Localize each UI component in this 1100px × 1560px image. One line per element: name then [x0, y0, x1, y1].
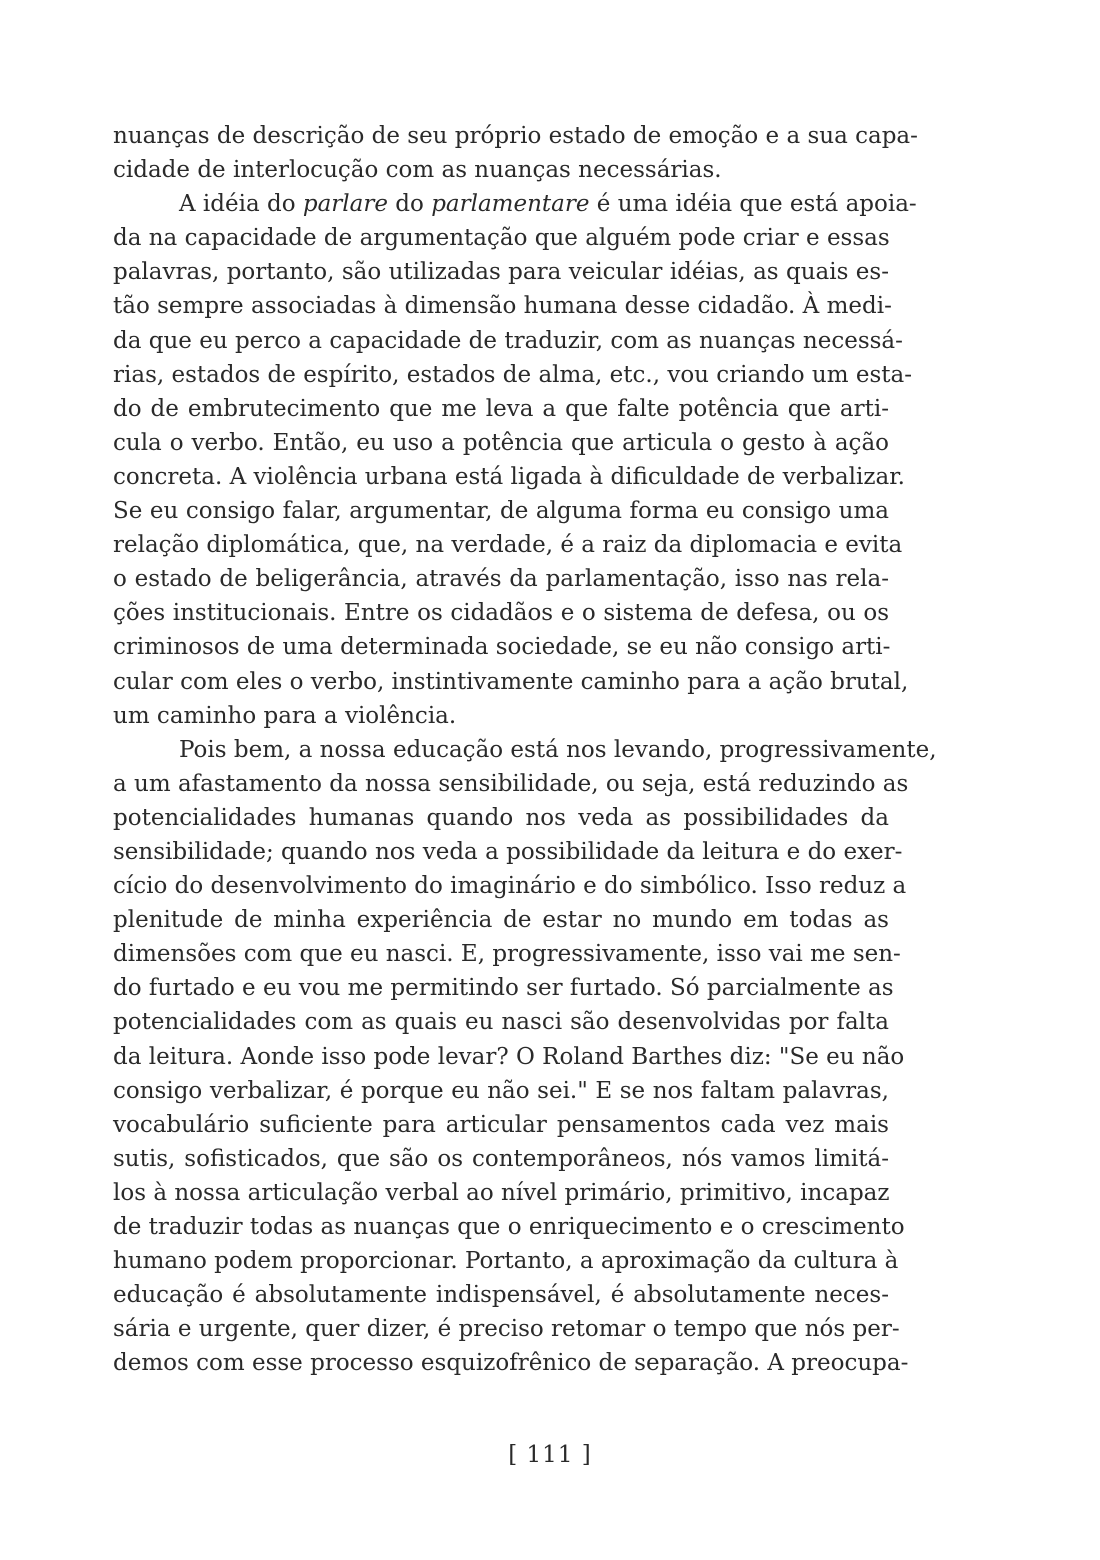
text-line: sutis, sofisticados, que são os contemporâneos, nós vamos limitá-: [113, 1145, 889, 1172]
text-line: palavras, portanto, são utilizadas para veicular idéias, as quais es-: [113, 259, 889, 286]
text-line: Pois bem, a nossa educação está nos levando, progressivamente,: [179, 736, 937, 763]
text-line: Se eu consigo falar, argumentar, de alguma forma eu consigo uma: [113, 498, 889, 525]
text-line: sária e urgente, quer dizer, é preciso retomar o tempo que nós per-: [113, 1316, 900, 1343]
text-line: rias, estados de espírito, estados de alma, etc., vou criando um esta-: [113, 361, 913, 388]
text-line: potencialidades com as quais eu nasci são desenvolvidas por falta: [113, 1009, 889, 1036]
text-line: relação diplomática, que, na verdade, é a raiz da diplomacia e evita: [113, 532, 903, 559]
text-line: da na capacidade de argumentação que alguém pode criar e essas: [113, 225, 890, 252]
text-line: dimensões com que eu nasci. E, progressivamente, isso vai me sen-: [113, 941, 901, 968]
text-line: o estado de beligerância, através da parlamentação, isso nas rela-: [113, 566, 889, 593]
text-line: ções institucionais. Entre os cidadãos e o sistema de defesa, ou os: [113, 600, 889, 627]
text-line: los à nossa articulação verbal ao nível primário, primitivo, incapaz: [113, 1179, 890, 1206]
text-line: plenitude de minha experiência de estar no mundo em todas as: [113, 907, 889, 934]
text-line: do furtado e eu vou me permitindo ser furtado. Só parcialmente as: [113, 975, 894, 1002]
text-line: concreta. A violência urbana está ligada à dificuldade de verbalizar.: [113, 463, 905, 490]
text-line: criminosos de uma determinada sociedade, se eu não consigo arti-: [113, 634, 891, 661]
text-line: potencialidades humanas quando nos veda as possibilidades da: [113, 804, 889, 831]
text-line: um caminho para a violência.: [113, 702, 457, 729]
body-text: [113, 119, 937, 1380]
text-line: cula o verbo. Então, eu uso a potência que articula o gesto à ação: [113, 429, 889, 456]
text-line: do de embrutecimento que me leva a que falte potência que arti-: [113, 395, 889, 422]
text-line: vocabulário suficiente para articular pensamentos cada vez mais: [113, 1111, 889, 1138]
text-line: demos com esse processo esquizofrênico de separação. A preocupa-: [113, 1350, 909, 1377]
text-line: de traduzir todas as nuanças que o enriquecimento e o crescimento: [113, 1214, 905, 1240]
text-line: sensibilidade; quando nos veda a possibilidade da leitura e do exer-: [113, 838, 903, 865]
text-line: A idéia do parlare do parlamentare é uma idéia que está apoia-: [179, 191, 917, 218]
text-line: cular com eles o verbo, instintivamente caminho para a ação brutal,: [113, 668, 909, 695]
text-line: da leitura. Aonde isso pode levar? O Roland Barthes diz: "Se eu não: [113, 1043, 905, 1070]
text-line: educação é absolutamente indispensável, é absolutamente neces-: [113, 1282, 889, 1309]
text-line: consigo verbalizar, é porque eu não sei." E se nos faltam palavras,: [113, 1077, 889, 1104]
text-line: cício do desenvolvimento do imaginário e do simbólico. Isso reduz a: [113, 873, 907, 900]
text-line: a um afastamento da nossa sensibilidade, ou seja, está reduzindo as: [113, 770, 909, 797]
text-line: da que eu perco a capacidade de traduzir, com as nuanças necessá-: [113, 327, 903, 354]
text-line: humano podem proporcionar. Portanto, a aproximação da cultura à: [113, 1248, 899, 1275]
page-number: [ 111 ]: [508, 1442, 592, 1468]
text-line: nuanças de descrição de seu próprio estado de emoção e a sua capa-: [113, 123, 918, 149]
text-line: cidade de interlocução com as nuanças necessárias.: [113, 157, 722, 184]
text-line: tão sempre associadas à dimensão humana desse cidadão. À medi-: [113, 293, 892, 320]
